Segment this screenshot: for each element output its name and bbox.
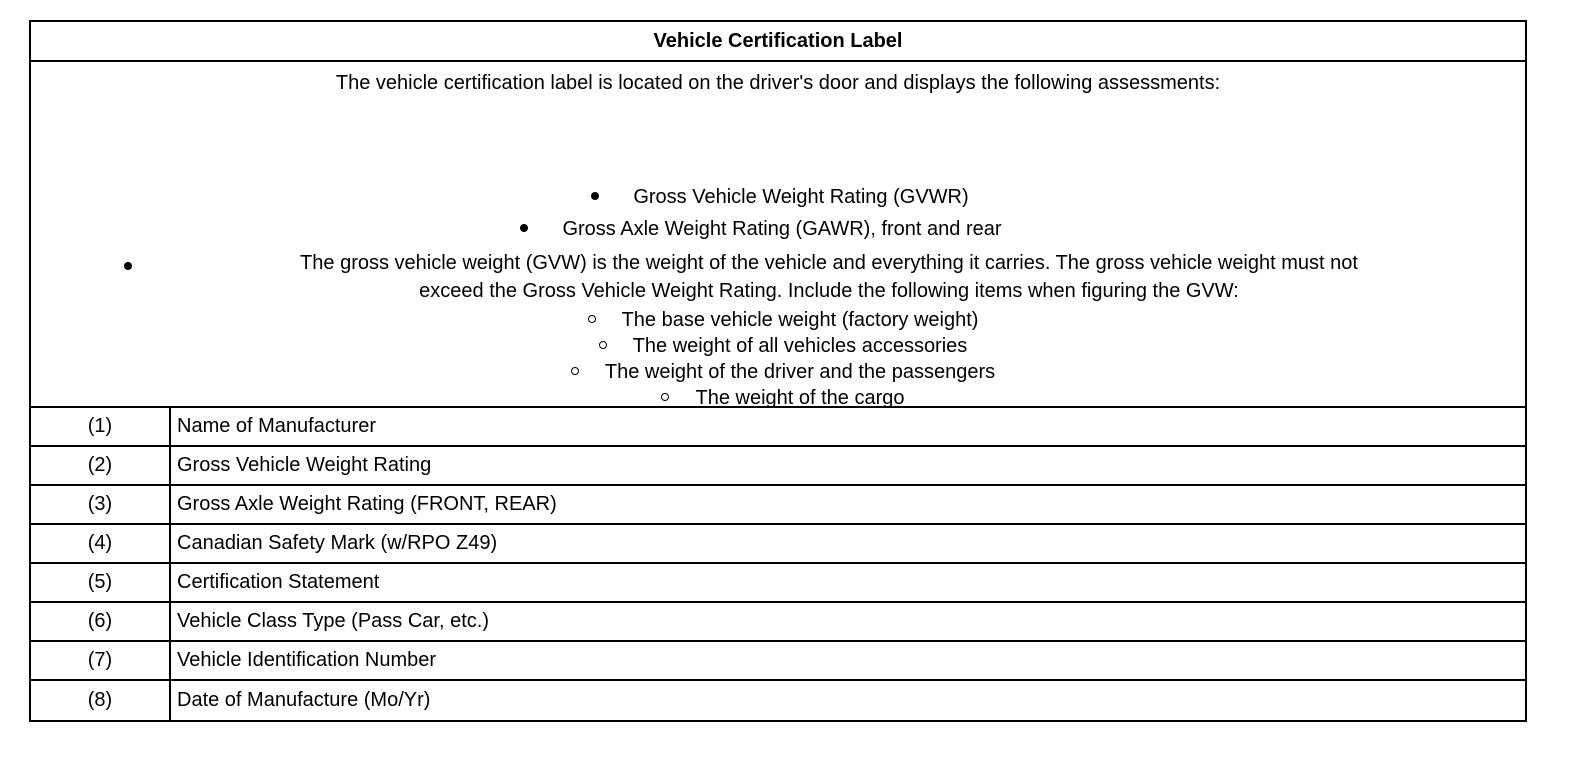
row-label: Gross Axle Weight Rating (FRONT, REAR) [177, 493, 557, 515]
certification-label-table [29, 20, 1527, 722]
row-number: (5) [31, 564, 171, 601]
table-row [31, 486, 1525, 525]
table-row [31, 564, 1525, 603]
gvw-line-2: exceed the Gross Vehicle Weight Rating. Include the following items when figuring the GVW: [419, 280, 1239, 302]
sub-bullet-text: The weight of all vehicles accessories [632, 335, 968, 357]
gvw-line-1: The gross vehicle weight (GVW) is the weight of the vehicle and everything it carries. The gross vehicle weight must not [300, 252, 1358, 274]
row-number: (3) [31, 486, 171, 523]
row-label: Vehicle Identification Number [177, 649, 437, 671]
row-label: Date of Manufacture (Mo/Yr) [177, 689, 431, 711]
bullet-item [31, 214, 1525, 244]
row-label: Name of Manufacturer [177, 415, 376, 437]
table-row [31, 603, 1525, 642]
table-row [31, 681, 1525, 720]
bullet-circle-icon [571, 367, 579, 375]
bullet-dot-icon [124, 262, 132, 270]
bullet-text: Gross Axle Weight Rating (GAWR), front and rear [562, 218, 1002, 240]
table-row [31, 447, 1525, 486]
row-number: (7) [31, 642, 171, 679]
row-label: Canadian Safety Mark (w/RPO Z49) [177, 532, 498, 554]
table-row [31, 525, 1525, 564]
bullet-circle-icon [599, 341, 607, 349]
sub-bullet-text: The weight of the driver and the passengers [604, 361, 996, 383]
intro-text: The vehicle certification label is located on the driver's door and displays the following assessments: [335, 72, 1221, 94]
bullet-text: Gross Vehicle Weight Rating (GVWR) [633, 186, 969, 208]
bullet-dot-icon [591, 192, 599, 200]
intro-cell [31, 62, 1525, 408]
label-items-list [31, 408, 1525, 720]
row-number: (6) [31, 603, 171, 640]
bullet-item [31, 182, 1525, 212]
row-number: (2) [31, 447, 171, 484]
sub-bullet-text: The base vehicle weight (factory weight) [621, 309, 979, 331]
bullet-circle-icon [661, 393, 669, 401]
bullet-dot-icon [520, 224, 528, 232]
row-number: (1) [31, 408, 171, 445]
sub-bullet-text: The weight of the cargo [695, 387, 905, 409]
sub-bullet-item [31, 383, 1525, 413]
table-row [31, 642, 1525, 681]
row-label: Certification Statement [177, 571, 380, 593]
row-label: Vehicle Class Type (Pass Car, etc.) [177, 610, 489, 632]
bullet-circle-icon [588, 315, 596, 323]
row-number: (8) [31, 681, 171, 720]
row-number: (4) [31, 525, 171, 562]
table-title: Vehicle Certification Label [31, 22, 1525, 62]
row-label: Gross Vehicle Weight Rating [177, 454, 432, 476]
gvw-bullet-text [171, 249, 1487, 305]
table-row [31, 408, 1525, 447]
